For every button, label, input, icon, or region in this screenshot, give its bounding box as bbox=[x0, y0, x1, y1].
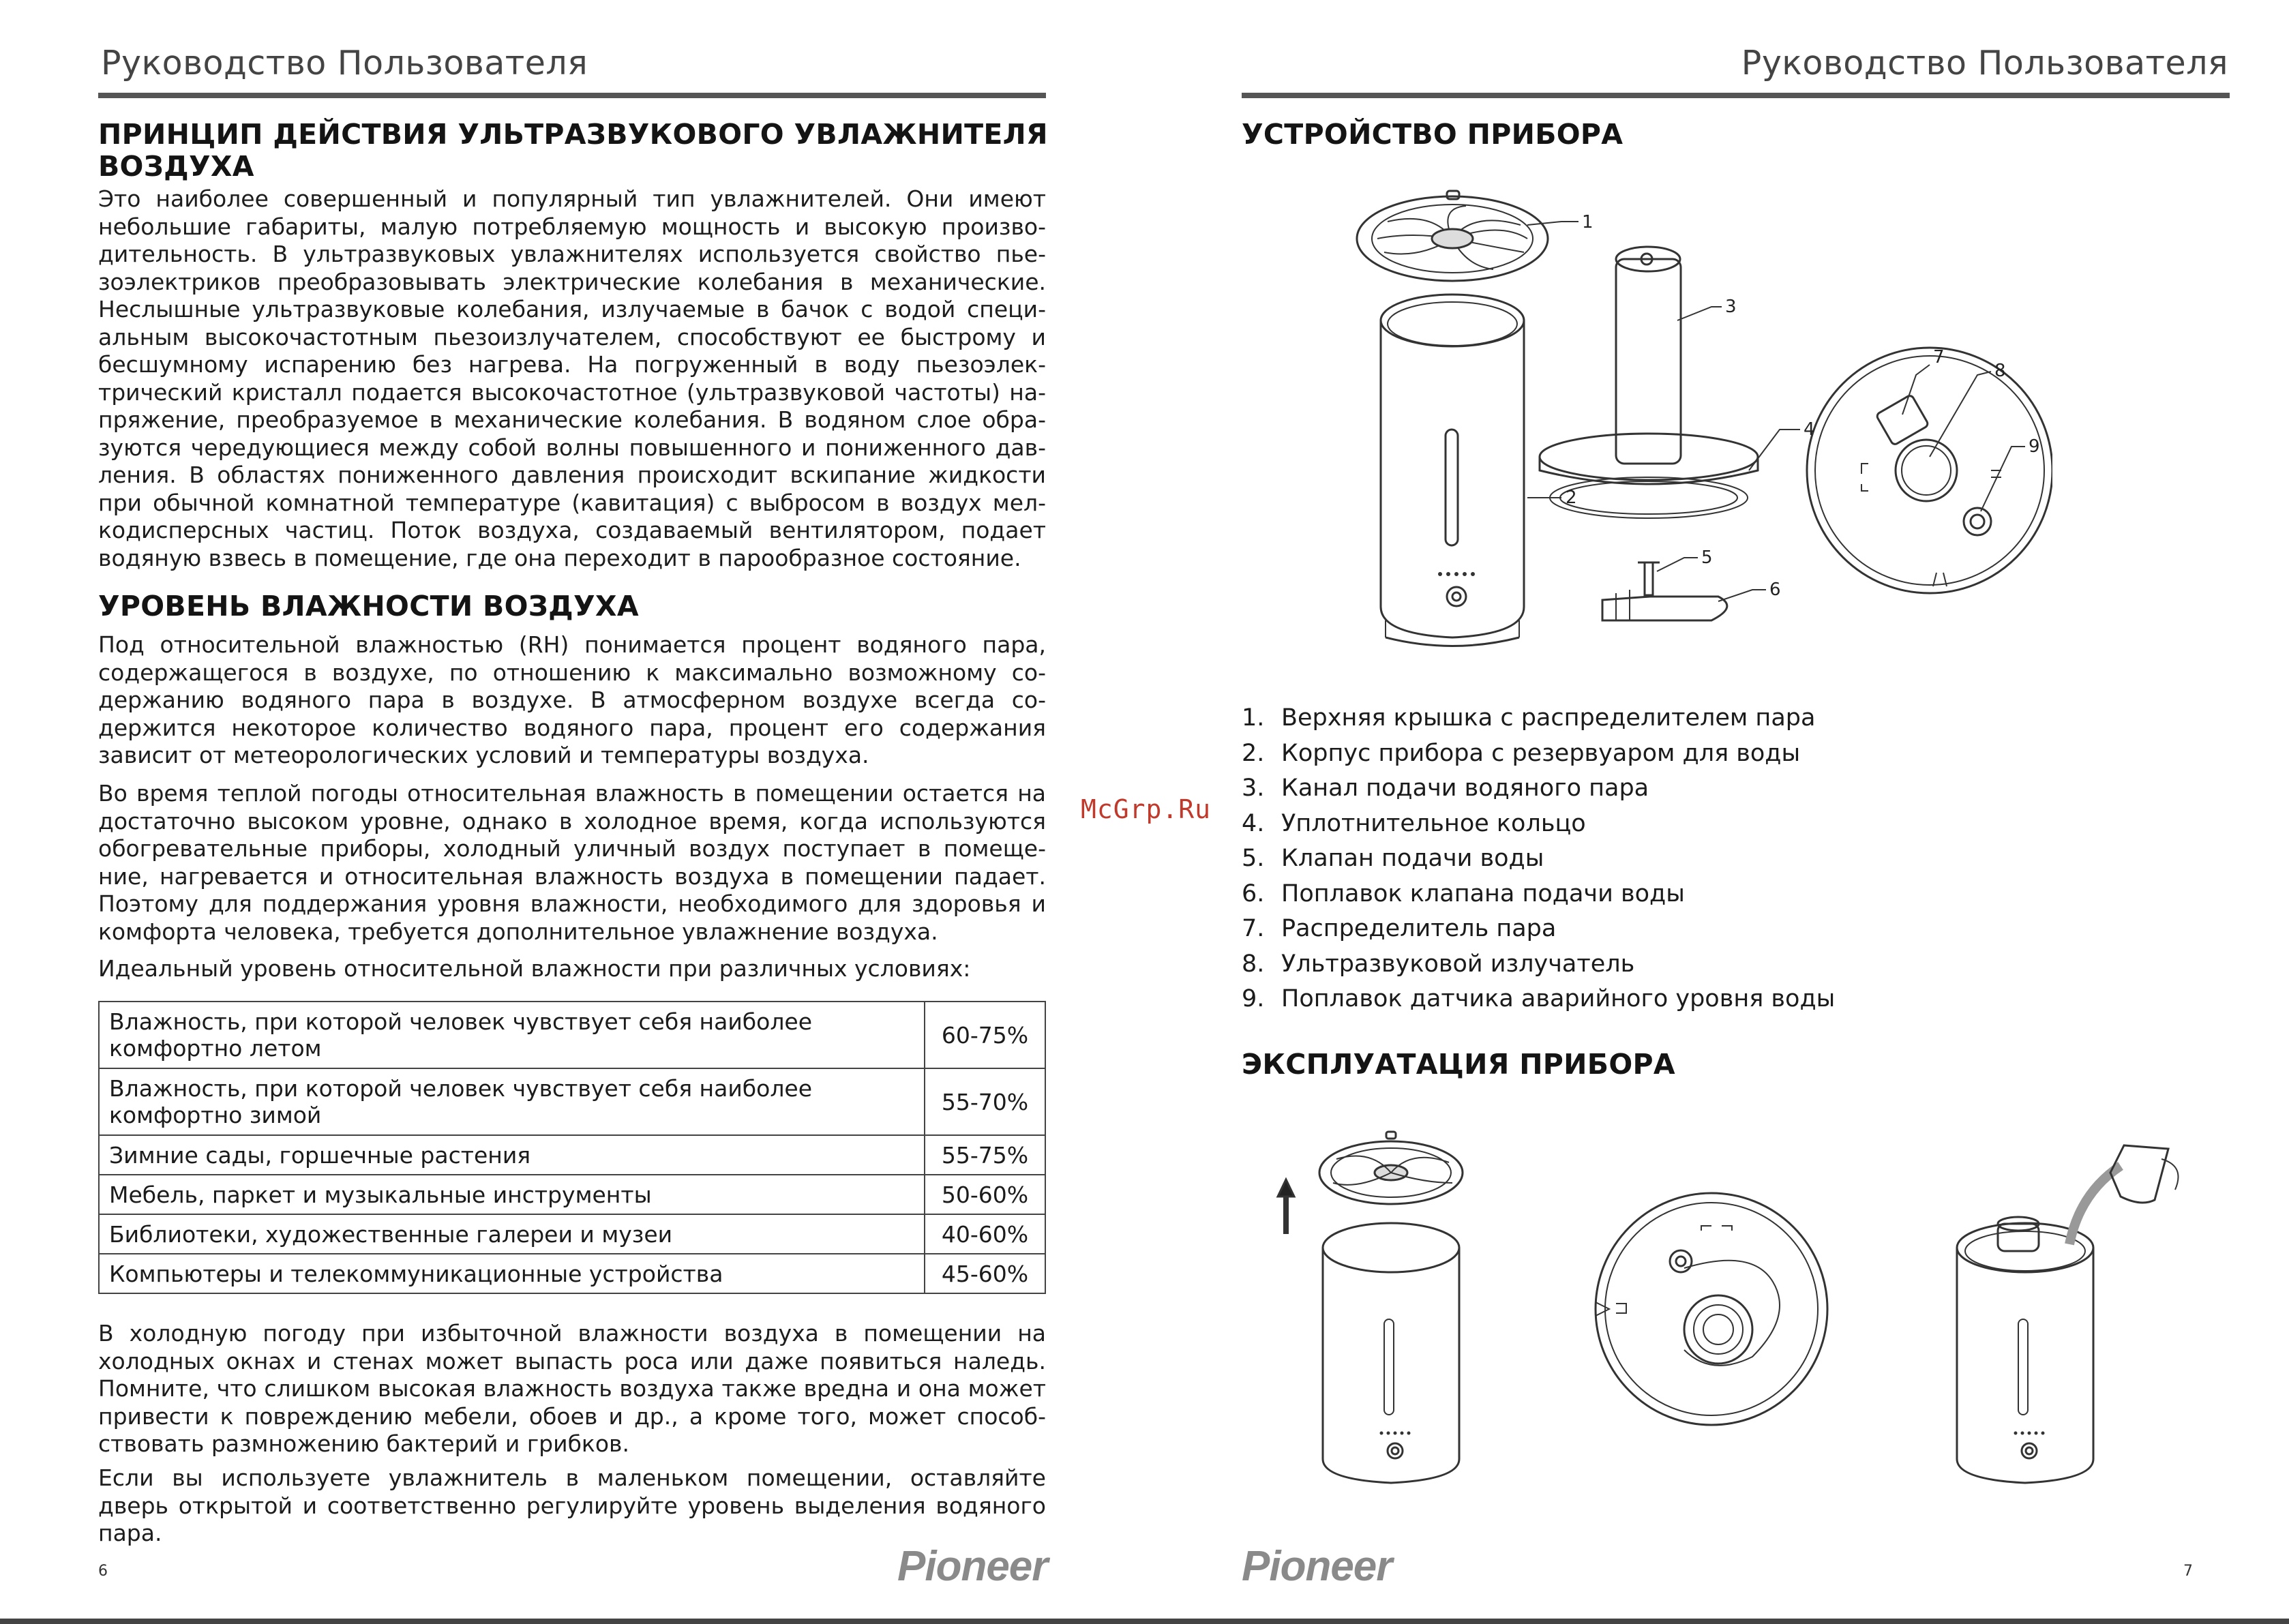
list-item: 3. Канал подачи водяного пара bbox=[1242, 775, 1649, 802]
table-row bbox=[99, 1135, 1045, 1175]
section-title-principle: ПРИНЦИП ДЕЙСТВИЯ УЛЬТРАЗВУКОВОГО УВЛАЖНИТЕЛЯ ВОЗДУХА bbox=[98, 118, 1048, 183]
table-row bbox=[99, 1002, 1045, 1068]
principle-paragraph: Это наиболее совершенный и популярный тип увлажнителей. Они имеют небольшие габариты, малую потребляемую мощность и высокую произво-дительность. В ультразвуковых увлажнителях используется свойство пье-зоэлектриков преобразовывать электрические колебания в механические. Неслышные ультразвуковые колебания, излучаемые в бачок с водой специ-альным высокочастотным пьезоизлучателем, способствуют ее быстрому и бесшумному испарению без нагрева. На погруженный в воду пьезоэлек-трический кристалл подается высокочастотное (ультразвуковой частоты) на-пряжение, преобразуемое в механические колебания. В водяном слое обра-зуются чередующиеся между собой волны повышенного и пониженного дав-ления. В областях пониженного давления происходит вскипание жидкости при обычной комнатной температуре (кавитация) с выбросом в воздух мел-кодисперсных частиц. Поток воздуха, создаваемый вентилятором, подает водяную взвесь в помещение, где она переходит в парообразное состояние. bbox=[98, 185, 1046, 571]
callout-8: 8 bbox=[1994, 361, 2006, 381]
ultrasonic-emitter-shape bbox=[1896, 440, 1957, 501]
humidity-paragraph-2: Во время теплой погоды относительная влажность в помещении остается на достаточно высоком уровне, однако в холодное время, когда используются обогревательные приборы, холодный уличный воздух поступает в помеще-ние, нагревается и относительная влажность воздуха в помещении падает. Поэтому для поддержания уровня влажности, необходимого для здоровья и комфорта человека, требуется дополнительное увлажнение воздуха. bbox=[98, 780, 1046, 945]
list-item: 9. Поплавок датчика аварийного уровня воды bbox=[1242, 985, 1836, 1012]
table-cell-value: 45-60% bbox=[925, 1254, 1045, 1293]
humidity-paragraph-4: В холодную погоду при избыточной влажности воздуха в помещении на холодных окнах и стенах может выпасть роса или даже появиться наледь. Помните, что слишком высокая влажность воздуха также вредна и она может привести к повреждению мебели, обоев и др., а кроме того, может способ-ствовать размножению бактерий и грибков. bbox=[98, 1320, 1046, 1457]
table-cell-label: Библиотеки, художественные галереи и музеи bbox=[99, 1214, 925, 1254]
list-item: 6. Поплавок клапана подачи воды bbox=[1242, 879, 1685, 907]
list-item: 1. Верхняя крышка с распределителем пара bbox=[1242, 704, 1816, 732]
table-row bbox=[99, 1254, 1045, 1293]
list-item: 8. Ультразвуковой излучатель bbox=[1242, 950, 1635, 978]
list-item: 7. Распределитель пара bbox=[1242, 915, 1557, 942]
parts-list bbox=[1242, 701, 1835, 1017]
list-item: 2. Корпус прибора с резервуаром для воды bbox=[1242, 739, 1801, 767]
callout-3: 3 bbox=[1725, 297, 1737, 317]
valve-shape bbox=[1645, 562, 1653, 595]
humidity-paragraph-3: Идеальный уровень относительной влажности при различных условиях: bbox=[98, 955, 971, 982]
page-header-title: Руководство Пользователя bbox=[101, 44, 588, 82]
steam-distributor-shape bbox=[1876, 394, 1929, 445]
float-shape bbox=[1602, 597, 1727, 620]
table-cell-label: Зимние сады, горшечные растения bbox=[99, 1135, 925, 1175]
body-shape bbox=[1381, 320, 1524, 637]
table-cell-value: 60-75% bbox=[925, 1002, 1045, 1068]
table-row bbox=[99, 1068, 1045, 1135]
list-item: 4. Уплотнительное кольцо bbox=[1242, 809, 1586, 837]
brand-logo: Pioneer bbox=[897, 1543, 1048, 1590]
section-title-humidity: УРОВЕНЬ ВЛАЖНОСТИ ВОЗДУХА bbox=[98, 590, 639, 622]
table-cell-label: Компьютеры и телекоммуникационные устройства bbox=[99, 1254, 925, 1293]
callout-6: 6 bbox=[1769, 580, 1781, 600]
alarm-float-shape bbox=[1964, 508, 1991, 535]
section-title-operation: ЭКСПЛУАТАЦИЯ ПРИБОРА bbox=[1242, 1048, 1675, 1081]
bottom-divider bbox=[0, 1619, 2289, 1624]
header-divider bbox=[1242, 93, 2230, 98]
table-cell-value: 40-60% bbox=[925, 1214, 1045, 1254]
page-header-title: Руководство Пользователя bbox=[1741, 44, 2228, 82]
humidity-paragraph-5: Если вы используете увлажнитель в маленьком помещении, оставляйте дверь открытой и соответственно регулируйте уровень выделения водяного пара. bbox=[98, 1464, 1046, 1546]
base-top-view bbox=[1807, 348, 2052, 593]
jug-shape bbox=[2110, 1145, 2168, 1203]
list-item: 5. Клапан подачи воды bbox=[1242, 845, 1544, 872]
header-divider bbox=[98, 93, 1046, 98]
callout-2: 2 bbox=[1566, 487, 1577, 508]
brand-logo: Pioneer bbox=[1242, 1543, 1392, 1590]
callout-1: 1 bbox=[1582, 212, 1594, 232]
table-row bbox=[99, 1214, 1045, 1254]
watermark: McGrp.Ru bbox=[1081, 794, 1212, 824]
table-cell-value: 50-60% bbox=[925, 1175, 1045, 1214]
device-exploded-diagram bbox=[1330, 184, 2052, 661]
table-row bbox=[99, 1175, 1045, 1214]
page-number: 6 bbox=[98, 1563, 108, 1580]
table-cell-label: Влажность, при которой человек чувствует себя наиболее комфортно летом bbox=[99, 1002, 925, 1068]
callout-9: 9 bbox=[2029, 436, 2040, 457]
table-cell-value: 55-75% bbox=[925, 1135, 1045, 1175]
humidity-table bbox=[98, 1001, 1046, 1294]
table-cell-label: Мебель, паркет и музыкальные инструменты bbox=[99, 1175, 925, 1214]
table-cell-label: Влажность, при которой человек чувствует себя наиболее комфортно зимой bbox=[99, 1068, 925, 1135]
operation-diagram bbox=[1275, 1111, 2202, 1493]
section-title-device: УСТРОЙСТВО ПРИБОРА bbox=[1242, 118, 1624, 151]
callout-4: 4 bbox=[1804, 419, 1815, 440]
left-page bbox=[0, 0, 1132, 1624]
page-number: 7 bbox=[2183, 1563, 2193, 1580]
table-cell-value: 55-70% bbox=[925, 1068, 1045, 1135]
humidity-paragraph-1: Под относительной влажностью (RH) понимается процент водяного пара, содержащегося в воздухе, по отношению к максимально возможному со-держанию водяного пара в воздухе. В атмосферном воздухе всегда со-держится некоторое количество водяного пара, процент его содержания зависит от метеорологических условий и температуры воздуха. bbox=[98, 631, 1046, 768]
right-page bbox=[1159, 0, 2289, 1624]
callout-7: 7 bbox=[1933, 347, 1945, 367]
callout-5: 5 bbox=[1701, 547, 1713, 568]
